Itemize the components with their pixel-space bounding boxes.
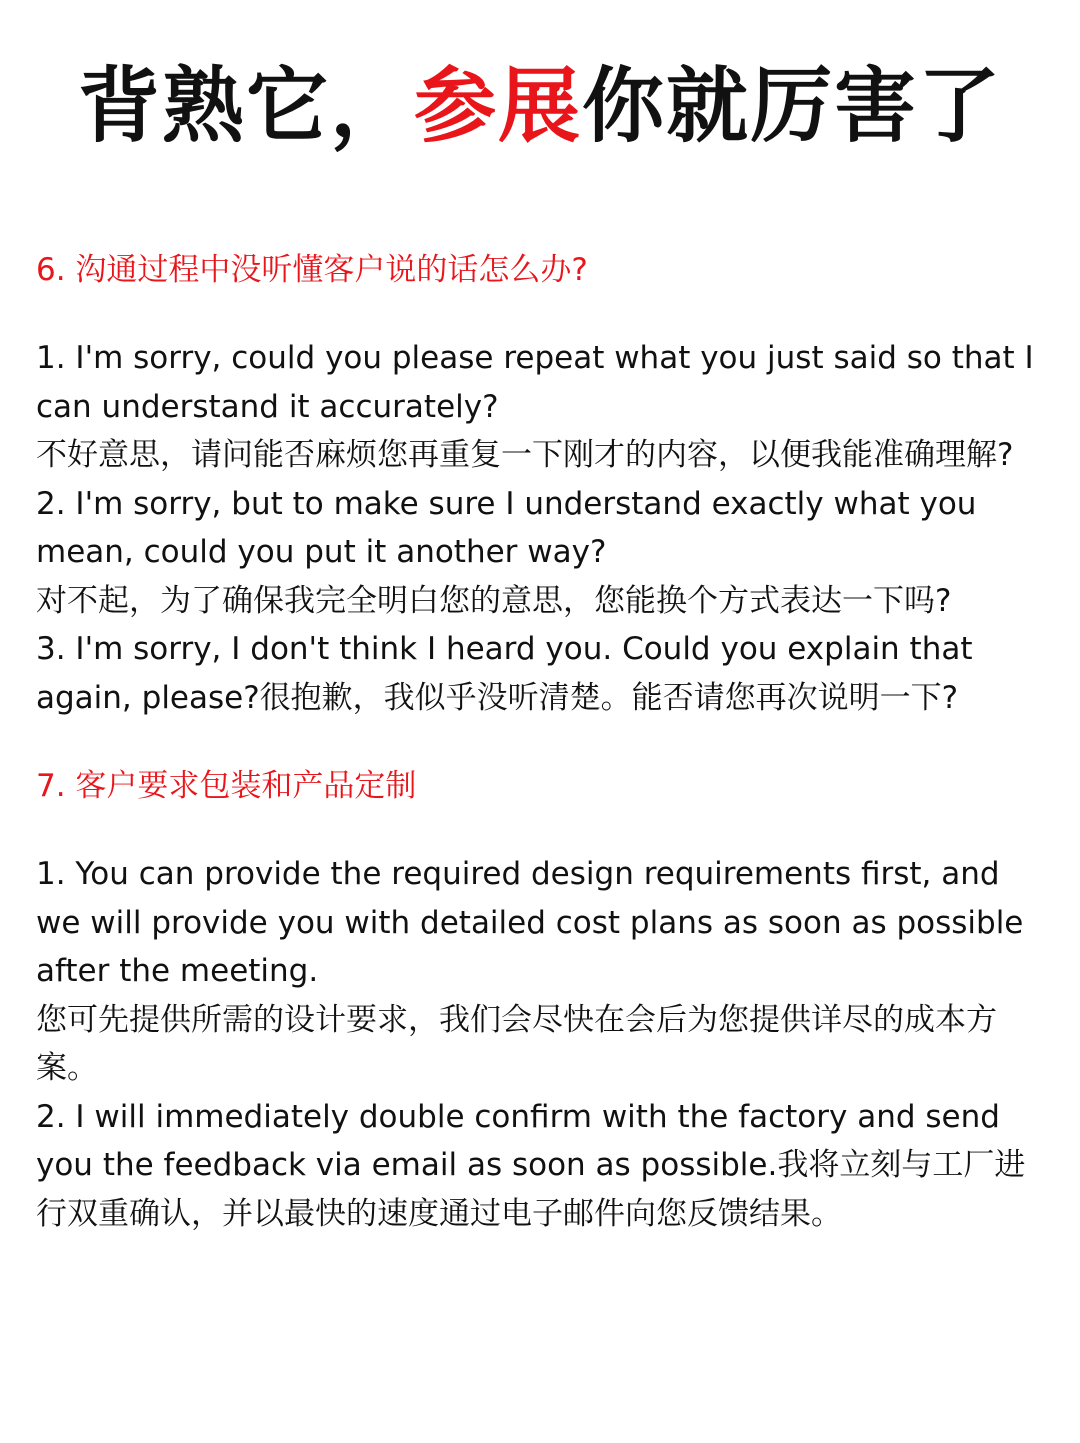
section-title: 6. 沟通过程中没听懂客户说的话怎么办?: [36, 252, 588, 288]
phrase-item: 2. I'm sorry, but to make sure I understand exactly what you mean, could you put it another way? 对不起，为了确保我完全明白您的意思，您能换个方式表达一下吗?: [36, 485, 977, 619]
section-6: [36, 246, 1046, 722]
title-highlight: 参展: [413, 59, 582, 154]
title-part-2: 你就厉害了: [582, 59, 1003, 154]
section-7: [36, 762, 1046, 1238]
phrase-item: 3. I'm sorry, I don't think I heard you. Could you explain that again, please?很抱歉，我似乎没听清楚。能否请您再次说明一下?: [36, 631, 973, 716]
title-part-1: 背熟它，: [77, 59, 414, 154]
page-title: [0, 52, 1080, 162]
phrase-item: 1. You can provide the required design requirements first, and we will provide you with detailed cost plans as soon as possible after the meeting. 您可先提供所需的设计要求，我们会尽快在会后为您提供详尽的成本方案。: [36, 856, 1024, 1086]
phrase-item: 1. I'm sorry, could you please repeat what you just said so that I can understand it accurately? 不好意思，请问能否麻烦您再重复一下刚才的内容，以便我能准确理解?: [36, 340, 1034, 473]
section-title: 7. 客户要求包装和产品定制: [36, 768, 417, 804]
phrase-item: 2. I will immediately double confirm with the factory and send you the feedback via email as soon as possible.我将立刻与工厂进行双重确认，并以最快的速度通过电子邮件向您反馈结果。: [36, 1098, 1026, 1232]
article-body: [36, 246, 1046, 1238]
